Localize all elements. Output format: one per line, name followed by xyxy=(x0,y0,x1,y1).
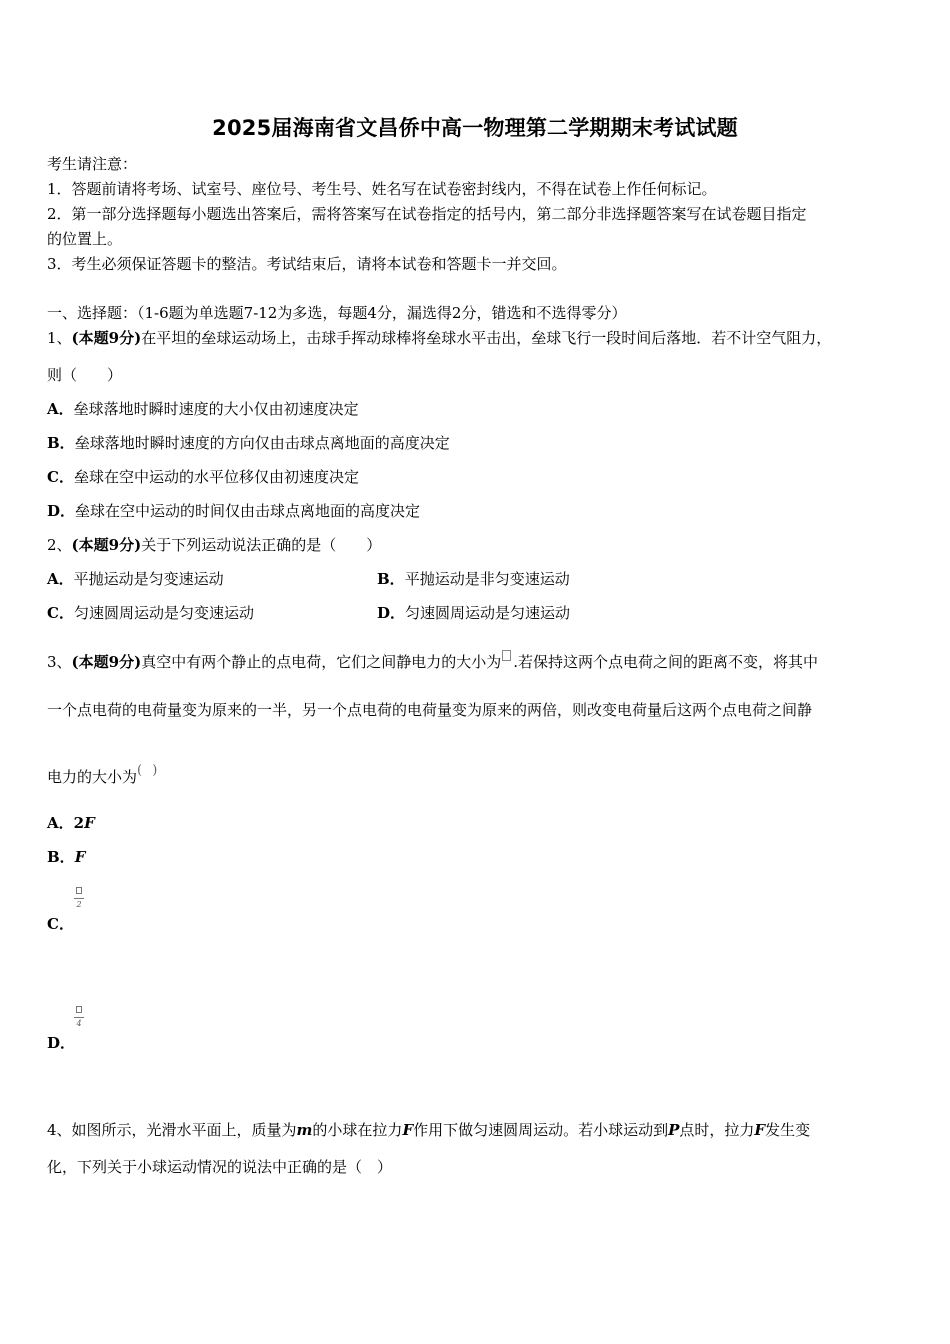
option-text: 匀速圆周运动是匀速运动 xyxy=(405,604,571,622)
option-text: 垒球落地时瞬时速度的方向仅由击球点离地面的高度决定 xyxy=(74,434,450,452)
notice-heading: 考生请注意： xyxy=(47,155,138,173)
notice-item-2: 2．第一部分选择题每小题选出答案后，需将答案写在试卷指定的括号内，第二部分非选择题答案写在试卷题目指定 xyxy=(47,205,807,223)
question-3-text-continued: .若保持这两个点电荷之间的距离不变，将其中 xyxy=(513,653,818,671)
question-2-score: (本题9分) xyxy=(71,536,142,554)
question-1-option-a xyxy=(47,398,359,419)
question-3-text: 真空中有两个静止的点电荷，它们之间静电力的大小为 xyxy=(141,653,502,671)
numerator-placeholder-icon xyxy=(76,887,82,894)
notice-item-3: 3．考生必须保证答题卡的整洁。考试结束后，请将本试卷和答题卡一并交回。 xyxy=(47,255,567,273)
section-heading: 一、选择题：（1-6题为单选题7-12为多选，每题4分，漏选得2分，错选和不选得零分） xyxy=(47,304,627,322)
option-label: C． xyxy=(47,604,74,622)
option-label: B． xyxy=(377,570,405,588)
variable-f: F xyxy=(402,1121,414,1139)
question-1-number: 1、 xyxy=(47,329,72,347)
question-2-option-a xyxy=(47,568,224,589)
notice-item-1: 1．答题前请将考场、试室号、座位号、考生号、姓名写在试卷密封线内，不得在试卷上作任何标记。 xyxy=(47,180,717,198)
question-2-number: 2、 xyxy=(47,536,72,554)
question-1-score: (本题9分) xyxy=(71,329,142,347)
fraction-formula-d xyxy=(72,1006,86,1029)
question-1-text: 在平坦的垒球运动场上，击球手挥动球棒将垒球水平击出，垒球飞行一段时间后落地．若不计空气阻力， xyxy=(141,329,832,347)
question-1-option-b xyxy=(47,432,450,453)
question-4-stem xyxy=(47,1119,810,1140)
question-3-option-d xyxy=(47,1032,75,1053)
question-2-option-c xyxy=(47,602,254,623)
variable-f: F xyxy=(754,1121,766,1139)
question-2-option-d xyxy=(377,602,570,623)
fraction-denominator: 4 xyxy=(76,1019,82,1028)
question-2-text: 关于下列运动说法正确的是（ ） xyxy=(141,536,382,554)
question-3-score: (本题9分) xyxy=(71,653,142,671)
variable-m: m xyxy=(296,1121,313,1139)
question-3-number: 3、 xyxy=(47,653,72,671)
question-4-text: 作用下做匀速圆周运动。若小球运动到 xyxy=(413,1121,669,1139)
option-text: 平抛运动是非匀变速运动 xyxy=(404,570,570,588)
option-text: 垒球落地时瞬时速度的大小仅由初速度决定 xyxy=(73,400,359,418)
option-label: D． xyxy=(47,1034,76,1052)
option-text: 平抛运动是匀变速运动 xyxy=(73,570,224,588)
question-3-stem xyxy=(47,650,818,672)
option-label: A． xyxy=(47,814,74,832)
option-text: 匀速圆周运动是匀变速运动 xyxy=(73,604,254,622)
question-1-option-d xyxy=(47,500,420,521)
notice-item-2-continued: 的位置上。 xyxy=(47,230,123,248)
question-3-option-c xyxy=(47,913,74,934)
page-title: 2025届海南省文昌侨中高一物理第二学期期末考试试题 xyxy=(212,116,738,140)
question-1-stem xyxy=(47,327,831,348)
option-variable: F xyxy=(74,848,86,866)
question-4-text: 点时，拉力 xyxy=(679,1121,755,1139)
question-3-stem-line-2: 一个点电荷的电荷量变为原来的一半，另一个点电荷的电荷量变为原来的两倍，则改变电荷量后这两个点电荷之间静 xyxy=(47,701,813,719)
question-4-stem-continued: 化，下列关于小球运动情况的说法中正确的是（ ） xyxy=(47,1158,393,1176)
question-2-option-b xyxy=(377,568,570,589)
question-1-option-c xyxy=(47,466,359,487)
question-3-option-b xyxy=(47,846,85,867)
question-1-stem-continued: 则（ ） xyxy=(47,366,123,384)
option-label: C． xyxy=(47,468,74,486)
question-2-stem xyxy=(47,534,381,555)
option-label: D． xyxy=(377,604,406,622)
question-4-text: 发生变 xyxy=(765,1121,811,1139)
question-3-option-a xyxy=(47,812,95,833)
option-label: C． xyxy=(47,915,74,933)
fraction-formula-c xyxy=(72,887,86,910)
numerator-placeholder-icon xyxy=(76,1006,82,1013)
option-text: 垒球在空中运动的水平位移仅由初速度决定 xyxy=(73,468,359,486)
fraction-denominator: 2 xyxy=(76,900,82,909)
option-label: A． xyxy=(47,570,74,588)
question-4-text: 4、如图所示，光滑水平面上，质量为 xyxy=(47,1121,297,1139)
option-variable: F xyxy=(84,814,95,832)
question-3-text-line-3: 电力的大小为 xyxy=(47,768,138,786)
option-label: B． xyxy=(47,434,75,452)
option-label: A． xyxy=(47,400,74,418)
variable-p: P xyxy=(668,1121,680,1139)
option-text: 垒球在空中运动的时间仅由击球点离地面的高度决定 xyxy=(75,502,421,520)
option-coefficient: 2 xyxy=(73,814,85,832)
question-4-text: 的小球在拉力 xyxy=(312,1121,403,1139)
question-3-stem-line-3 xyxy=(47,763,160,787)
formula-placeholder-icon xyxy=(502,650,511,661)
option-label: D． xyxy=(47,502,76,520)
option-label: B． xyxy=(47,848,75,866)
answer-paren: ( ) xyxy=(137,763,161,778)
